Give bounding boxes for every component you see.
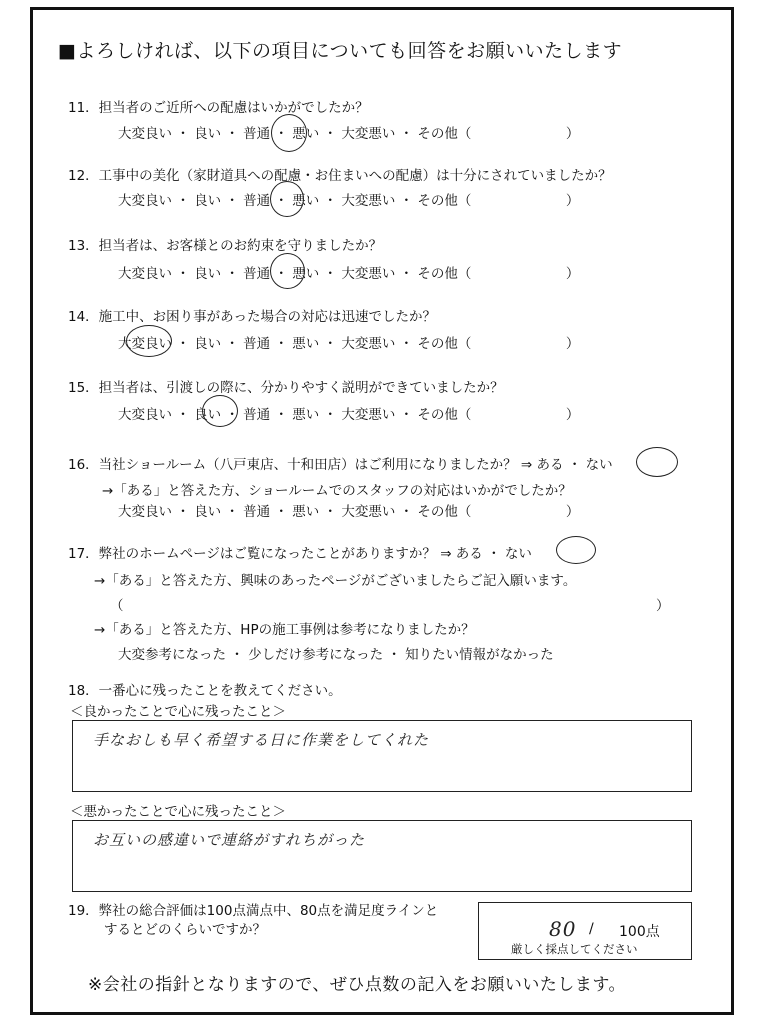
question-17-paren-close: ） — [656, 598, 670, 614]
score-note: 厳しく採点してください — [511, 942, 638, 956]
question-15: 15．担当者は、引渡しの際に、分かりやすく説明ができていましたか？ — [68, 380, 504, 396]
q12-selected-circle — [270, 181, 304, 217]
q14-selected-circle — [126, 325, 172, 357]
question-17: 17．弊社のホームページはご覧になったことがありますか？ ⇒ ある ・ ない — [68, 546, 532, 562]
survey-title: ■よろしければ、以下の項目についても回答をお願いいたします — [58, 40, 623, 62]
question-16: 16．当社ショールーム（八戸東店、十和田店）はご利用になりましたか？ ⇒ ある ・ ない — [68, 457, 613, 473]
question-11-options: 大変良い ・ 良い ・ 普通 ・ 悪い ・ 大変悪い ・ その他（ ） — [118, 126, 580, 142]
question-17-sub1: →「ある」と答えた方、興味のあったページがございましたらご記入願います。 — [94, 573, 577, 589]
score-separator: / — [589, 921, 594, 937]
q11-selected-circle — [271, 114, 307, 152]
good-memory-answer: 手なおしも早く希望する日に作業をしてくれた — [93, 731, 430, 749]
question-16-sub: →「ある」と答えた方、ショールームでのスタッフの対応はいかがでしたか？ — [102, 483, 572, 499]
bad-memory-label: ＜悪かったことで心に残ったこと＞ — [70, 804, 286, 820]
question-11: 11．担当者のご近所への配慮はいかがでしたか？ — [68, 100, 369, 116]
question-16-options: 大変良い ・ 良い ・ 普通 ・ 悪い ・ 大変悪い ・ その他（ ） — [118, 504, 580, 520]
score-max: 100点 — [619, 924, 660, 940]
bad-memory-answer: お互いの感違いで連絡がすれちがった — [93, 831, 366, 849]
question-19-line1: 19．弊社の総合評価は100点満点中、80点を満足度ラインと — [68, 903, 439, 919]
question-17-options: 大変参考になった ・ 少しだけ参考になった ・ 知りたい情報がなかった — [118, 647, 554, 663]
question-17-sub2: →「ある」と答えた方、HPの施工事例は参考になりましたか？ — [94, 622, 475, 638]
good-memory-box — [72, 720, 692, 792]
q15-selected-circle — [202, 395, 238, 427]
score-box — [478, 902, 692, 960]
score-value: 80 — [549, 917, 577, 941]
q17-selected-circle — [556, 536, 596, 564]
question-14-options: 大変良い ・ 良い ・ 普通 ・ 悪い ・ 大変悪い ・ その他（ ） — [118, 336, 580, 352]
question-13-options: 大変良い ・ 良い ・ 普通 ・ 悪い ・ 大変悪い ・ その他（ ） — [118, 266, 580, 282]
question-12-options: 大変良い ・ 良い ・ 普通 ・ 悪い ・ 大変悪い ・ その他（ ） — [118, 193, 580, 209]
good-memory-label: ＜良かったことで心に残ったこと＞ — [70, 704, 286, 720]
question-18: 18．一番心に残ったことを教えてください。 — [68, 683, 342, 699]
q16-selected-circle — [636, 447, 678, 477]
bad-memory-box — [72, 820, 692, 892]
question-17-paren-open: （ — [110, 598, 124, 614]
footer-note: ※会社の指針となりますので、ぜひ点数の記入をお願いいたします。 — [88, 975, 627, 995]
question-12: 12．工事中の美化（家財道具への配慮・お住まいへの配慮）は十分にされていましたか？ — [68, 168, 612, 184]
question-19-line2: するとどのくらいですか？ — [104, 922, 266, 938]
question-15-options: 大変良い ・ 良い ・ 普通 ・ 悪い ・ 大変悪い ・ その他（ ） — [118, 407, 580, 423]
question-14: 14．施工中、お困り事があった場合の対応は迅速でしたか？ — [68, 309, 437, 325]
q13-selected-circle — [270, 253, 305, 289]
question-13: 13．担当者は、お客様とのお約束を守りましたか？ — [68, 238, 383, 254]
